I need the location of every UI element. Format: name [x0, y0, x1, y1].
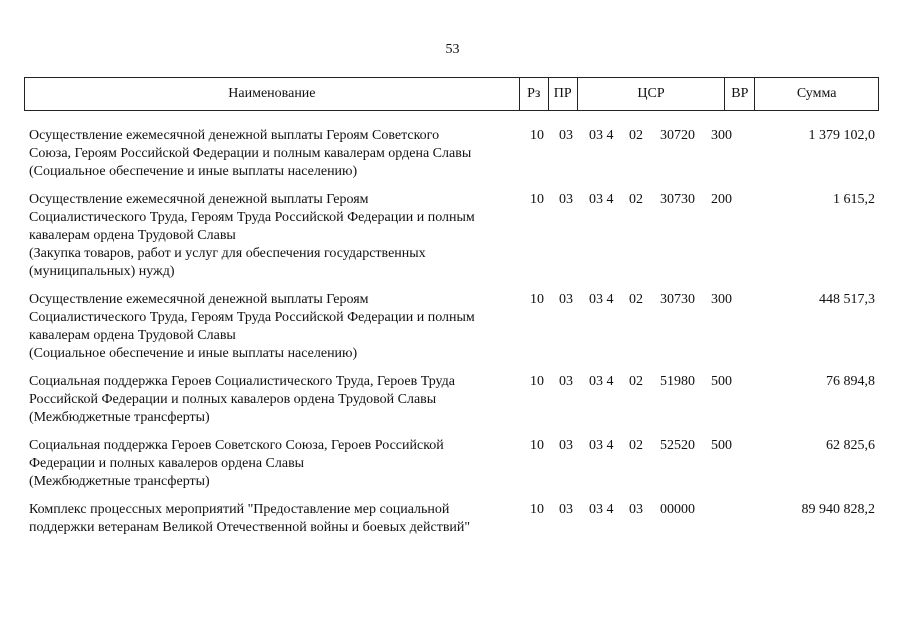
rz-cell: 10 [530, 438, 544, 453]
pr-cell: 03 [559, 292, 573, 307]
description-line: кавалерам ордена Трудовой Славы [29, 328, 236, 343]
table-body [0, 127, 905, 547]
description-line: Российской Федерации и полных кавалеров ордена Трудовой Славы [29, 392, 437, 407]
description-line: поддержки ветеранам Великой Отечественной войны и боевых действий" [29, 520, 471, 535]
description-line: Федерации и полных кавалеров ордена Славы [29, 456, 305, 471]
description-line: (муниципальных) нужд) [29, 264, 175, 279]
sum-cell: 76 894,8 [826, 374, 875, 389]
description-line: (Закупка товаров, работ и услуг для обеспечения государственных [29, 246, 426, 261]
pr-cell: 03 [559, 128, 573, 143]
sum-cell: 1 615,2 [833, 192, 875, 207]
row-description [29, 127, 524, 181]
rz-cell: 10 [530, 502, 544, 517]
row-description [29, 291, 524, 363]
description-line: Союза, Героям Российской Федерации и полным кавалерам ордена Славы [29, 146, 472, 161]
rz-cell: 10 [530, 292, 544, 307]
csr-program-cell: 03 4 [589, 374, 614, 389]
table-row [0, 373, 905, 427]
pr-cell: 03 [559, 438, 573, 453]
header-pr: ПР [549, 78, 578, 110]
description-line: (Межбюджетные трансферты) [29, 474, 210, 489]
csr-subprogram-cell: 02 [629, 128, 643, 143]
description-line: Социальная поддержка Героев Социалистического Труда, Героев Труда [29, 374, 456, 389]
description-line: (Социальное обеспечение и иные выплаты населению) [29, 164, 358, 179]
csr-program-cell: 03 4 [589, 128, 614, 143]
csr-subprogram-cell: 03 [629, 502, 643, 517]
description-line: Осуществление ежемесячной денежной выплаты Героям [29, 192, 369, 207]
header-sum: Сумма [796, 86, 837, 101]
csr-direction-cell: 52520 [660, 438, 695, 453]
sum-cell: 1 379 102,0 [808, 128, 875, 143]
sum-cell: 62 825,6 [826, 438, 875, 453]
csr-program-cell: 03 4 [589, 438, 614, 453]
table-header [24, 77, 879, 111]
row-description [29, 501, 524, 537]
rz-cell: 10 [530, 192, 544, 207]
row-description [29, 437, 524, 491]
csr-subprogram-cell: 02 [629, 438, 643, 453]
header-name: Наименование [25, 78, 520, 110]
vr-cell: 300 [711, 292, 732, 307]
pr-cell: 03 [559, 374, 573, 389]
header-csr: ЦСР [578, 78, 726, 110]
description-line: Социальная поддержка Героев Советского Союза, Героев Российской [29, 438, 444, 453]
table-row [0, 291, 905, 363]
table-row [0, 437, 905, 491]
header-vr: ВР [725, 78, 755, 110]
description-line: кавалерам ордена Трудовой Славы [29, 228, 236, 243]
description-line: Комплекс процессных мероприятий "Предоставление мер социальной [29, 502, 450, 517]
header-rz: Рз [520, 78, 549, 110]
csr-program-cell: 03 4 [589, 192, 614, 207]
csr-program-cell: 03 4 [589, 502, 614, 517]
sum-cell: 89 940 828,2 [801, 502, 875, 517]
description-line: (Социальное обеспечение и иные выплаты населению) [29, 346, 358, 361]
vr-cell: 300 [711, 128, 732, 143]
description-line: Осуществление ежемесячной денежной выплаты Героям [29, 292, 369, 307]
pr-cell: 03 [559, 502, 573, 517]
description-line: Социалистического Труда, Героям Труда Российской Федерации и полным [29, 210, 475, 225]
vr-cell: 500 [711, 438, 732, 453]
row-description [29, 191, 524, 281]
csr-direction-cell: 30720 [660, 128, 695, 143]
csr-program-cell: 03 4 [589, 292, 614, 307]
table-row [0, 501, 905, 537]
csr-direction-cell: 30730 [660, 292, 695, 307]
csr-subprogram-cell: 02 [629, 374, 643, 389]
description-line: Осуществление ежемесячной денежной выплаты Героям Советского [29, 128, 440, 143]
table-row [0, 127, 905, 181]
csr-direction-cell: 30730 [660, 192, 695, 207]
sum-cell: 448 517,3 [819, 292, 875, 307]
rz-cell: 10 [530, 374, 544, 389]
csr-direction-cell: 51980 [660, 374, 695, 389]
csr-direction-cell: 00000 [660, 502, 695, 517]
csr-subprogram-cell: 02 [629, 292, 643, 307]
csr-subprogram-cell: 02 [629, 192, 643, 207]
description-line: Социалистического Труда, Героям Труда Российской Федерации и полным [29, 310, 475, 325]
vr-cell: 200 [711, 192, 732, 207]
rz-cell: 10 [530, 128, 544, 143]
description-line: (Межбюджетные трансферты) [29, 410, 210, 425]
pr-cell: 03 [559, 192, 573, 207]
row-description [29, 373, 524, 427]
table-row [0, 191, 905, 281]
vr-cell: 500 [711, 374, 732, 389]
page-number: 53 [445, 42, 460, 57]
